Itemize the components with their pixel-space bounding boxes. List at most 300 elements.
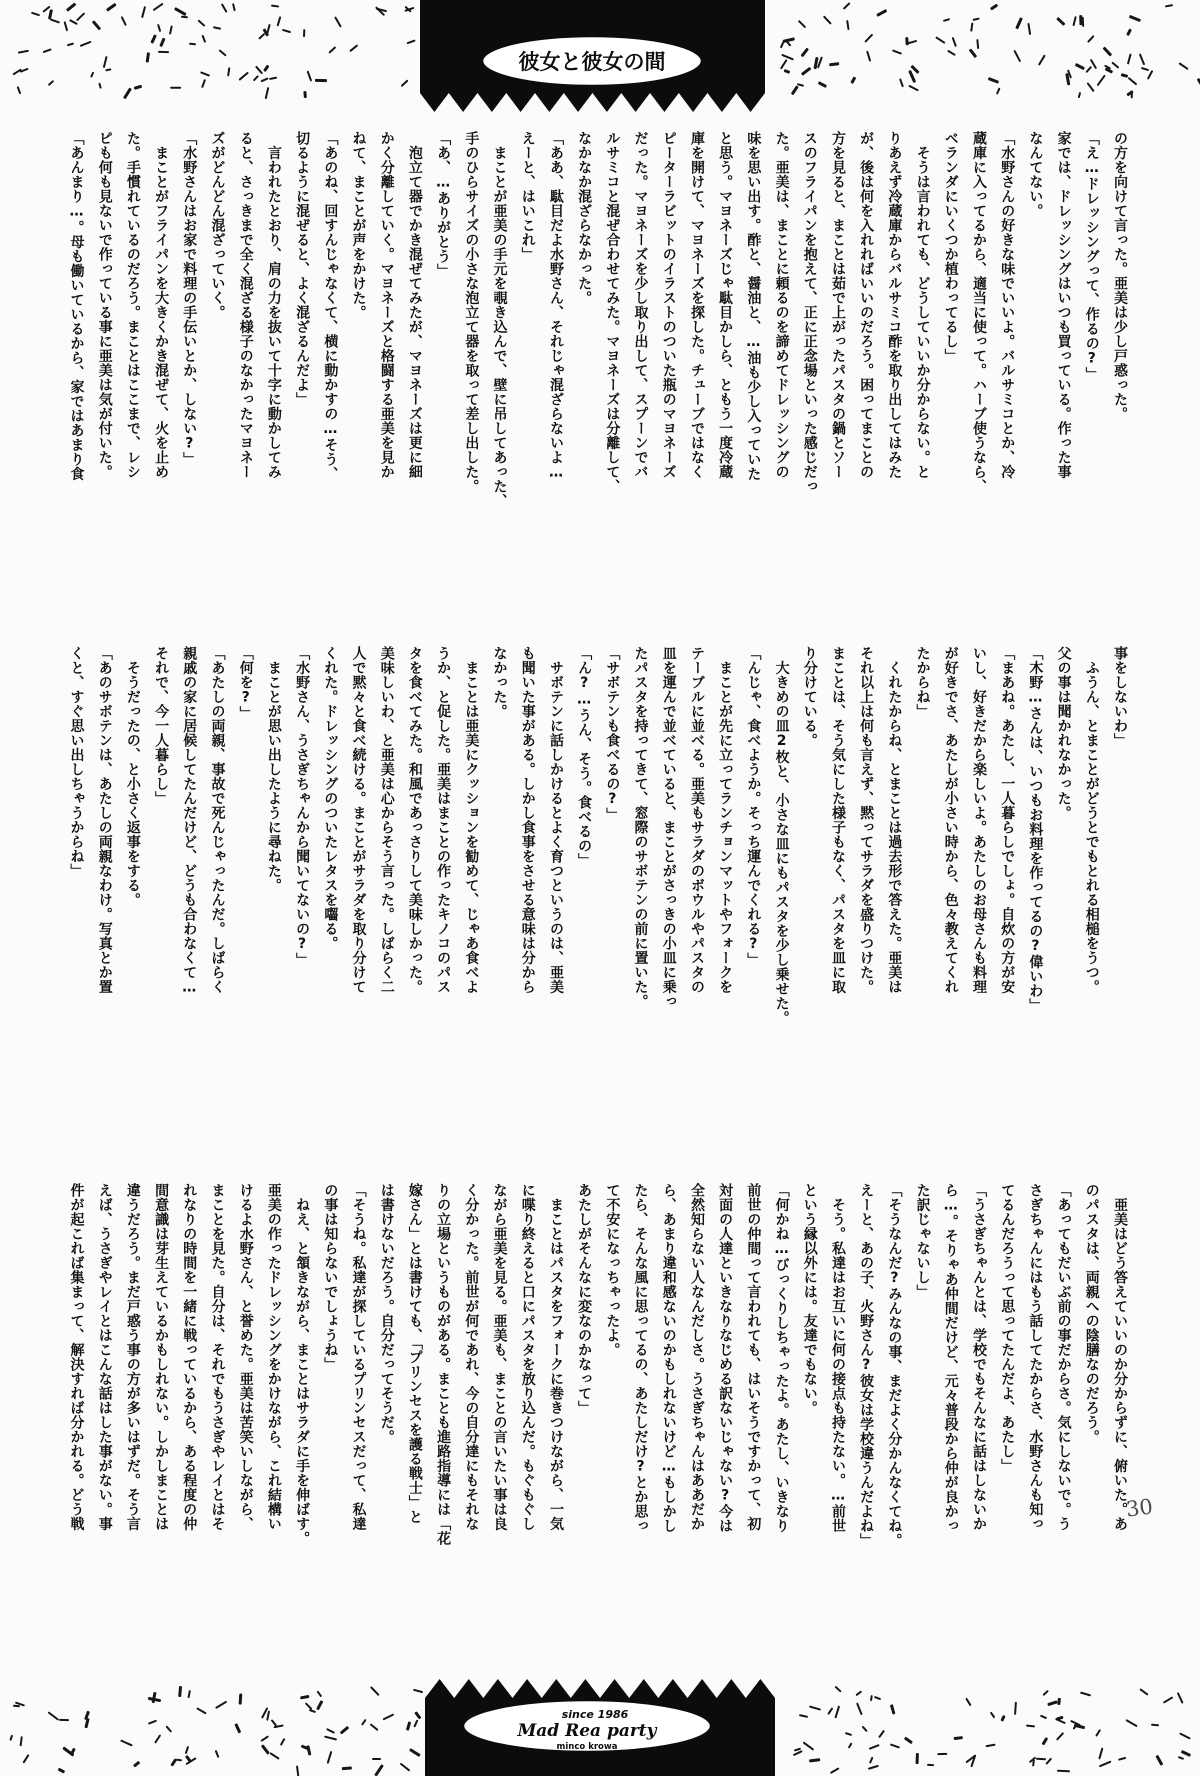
- text-column: 父の事は聞かれなかった。: [1055, 646, 1072, 820]
- confetti-dash: [196, 1708, 207, 1715]
- confetti-dash: [830, 1767, 839, 1773]
- confetti-dash: [59, 1719, 69, 1721]
- text-column: ねえ、と頷きながら、まことはサラダに手を伸ばす。: [294, 1183, 311, 1546]
- text-column: だった。マヨネーズを少し取り出して、スプーンでバ: [632, 131, 649, 479]
- text-column: 皿を運んで並べていると、まことがさっきの小皿に乗っ: [660, 646, 677, 1009]
- confetti-dash: [123, 87, 131, 98]
- confetti-dash: [1103, 47, 1112, 57]
- confetti-dash: [219, 49, 228, 57]
- text-column: 手のひらサイズの小さな泡立て器を取って差し出した。: [463, 131, 480, 494]
- confetti-dash: [178, 1686, 182, 1697]
- confetti-dash: [1073, 16, 1077, 26]
- text-column: 「サボテンも食べるの?」: [604, 646, 621, 822]
- text-column: 人で黙々と食べ続ける。まことがサラダを取り分けて: [350, 646, 367, 994]
- text-column: は書けないだろう。自分だってそうだ。: [378, 1183, 395, 1444]
- confetti-dash: [876, 10, 887, 18]
- confetti-dash: [1197, 78, 1200, 87]
- confetti-dash: [828, 62, 838, 66]
- confetti-dash: [1127, 77, 1136, 85]
- text-column: りの立場というものがある。まことも進路指導には「花: [435, 1183, 452, 1546]
- confetti-dash: [280, 1738, 285, 1746]
- text-column: と思う。マヨネーズじゃ駄目かしら、ともう一度冷蔵: [717, 131, 734, 479]
- confetti-dash: [49, 80, 55, 86]
- text-column: 味を思い出す。酢と、醤油と、…油も少し入っていた: [745, 131, 762, 481]
- confetti-dash: [120, 1739, 133, 1746]
- text-column: ルサミコと混ぜ合わせてみた。マヨネーズは分離して、: [604, 131, 621, 494]
- confetti-dash: [239, 1693, 242, 1705]
- confetti-dash: [17, 86, 22, 94]
- confetti-dash: [1151, 1724, 1159, 1727]
- confetti-dash: [58, 1768, 65, 1773]
- confetti-dash: [905, 37, 908, 45]
- text-column: も聞いた事がある。しかし食事をさせる意味は分から: [519, 646, 536, 994]
- confetti-dash: [1127, 28, 1132, 35]
- confetti-dash: [1046, 1758, 1053, 1765]
- text-column: ら…。そりゃあ仲間だけど、元々普段から仲が良かっ: [942, 1183, 959, 1533]
- confetti-dash: [1080, 1692, 1091, 1697]
- confetti-dash: [835, 1706, 840, 1719]
- confetti-dash: [323, 1736, 336, 1741]
- confetti-dash: [904, 1737, 913, 1745]
- footer-banner: [425, 1676, 775, 1776]
- confetti-dash: [1098, 1748, 1103, 1760]
- confetti-dash: [407, 39, 416, 44]
- confetti-dash: [915, 1753, 918, 1764]
- text-column: くれた。ドレッシングのついたレタスを囓る。: [322, 646, 339, 951]
- text-column: まことは亜美にクッションを勧めて、じゃあ食べよ: [463, 646, 480, 994]
- footer-subtitle: minco krowa: [556, 1742, 618, 1752]
- confetti-dash: [1086, 82, 1094, 92]
- confetti-dash: [867, 1764, 878, 1769]
- confetti-dash: [965, 1697, 971, 1706]
- text-column: 「あ、…ありがとう」: [435, 131, 452, 278]
- confetti-dash: [856, 1703, 862, 1716]
- text-column: たら、そんな風に思ってるの、あたしだけ?とか思っ: [632, 1183, 649, 1533]
- text-column: た。手慣れているのだろう。まことはここまで、レシ: [124, 131, 141, 479]
- confetti-dash: [798, 20, 806, 28]
- confetti-dash: [326, 1728, 335, 1734]
- text-column: 亜美の作ったドレッシングをかけながら、これ結構い: [265, 1183, 282, 1531]
- confetti-dash: [1014, 1702, 1017, 1715]
- confetti-dash: [232, 3, 236, 11]
- confetti-dash: [990, 3, 998, 10]
- confetti-dash: [935, 37, 945, 44]
- confetti-dash: [159, 37, 165, 46]
- confetti-dash: [1105, 68, 1113, 74]
- text-column: 切るように混ぜると、よく混ざるんだよ」: [294, 131, 311, 407]
- confetti-dash: [1140, 1688, 1149, 1695]
- confetti-dash: [846, 20, 849, 30]
- text-column: に喋り終えると口にパスタを放り込んだ。もぐもぐし: [519, 1183, 536, 1531]
- text-column: ると、さっきまで全く混ざる様子のなかったマヨネー: [237, 131, 254, 479]
- confetti-dash: [908, 84, 919, 91]
- confetti-dash: [221, 3, 228, 13]
- confetti-dash: [299, 1695, 309, 1699]
- confetti-dash: [985, 1743, 995, 1747]
- confetti-dash: [70, 1747, 75, 1754]
- text-column: 亜美はどう答えていいのか分からずに、俯いた。あ: [1112, 1183, 1128, 1531]
- confetti-dash: [1058, 1698, 1061, 1705]
- text-column: ながら亜美を見る。亜美も、まことの言いたい事は良: [491, 1183, 508, 1531]
- confetti-dash: [783, 69, 790, 74]
- confetti-dash: [1141, 67, 1149, 71]
- confetti-dash: [1180, 1732, 1192, 1739]
- confetti-dash: [216, 1701, 228, 1709]
- text-column: 「あのサボテンは、あたしの両親なわけ。写真とか置: [96, 646, 113, 994]
- confetti-dash: [63, 21, 68, 31]
- confetti-dash: [870, 1695, 873, 1702]
- text-column: それ以上は何も言えず、黙ってサラダを盛りつけた。: [858, 646, 875, 994]
- text-column: けるよ水野さん、と誉めた。亜美は苦笑いしながら、: [237, 1183, 254, 1531]
- confetti-dash: [261, 77, 269, 82]
- text-column: 違うだろう。まだ戸惑う事の方が多いはずだ。そう言: [124, 1183, 141, 1531]
- confetti-dash: [270, 5, 278, 8]
- confetti-dash: [817, 81, 826, 87]
- confetti-dash: [890, 1704, 895, 1714]
- confetti-dash: [878, 1729, 885, 1738]
- text-column: 「ああ、駄目だよ水野さん、それじゃ混ざらないよ…: [547, 131, 564, 481]
- confetti-dash: [947, 50, 956, 56]
- confetti-dash: [227, 67, 230, 77]
- confetti-dash: [202, 34, 207, 42]
- text-column: ねて、まことが声をかけた。: [350, 131, 367, 320]
- footer-circle-name: Mad Rea party: [517, 1721, 657, 1741]
- text-column: ピーターラビットのイラストのついた瓶のマヨネーズ: [660, 131, 677, 479]
- confetti-dash: [13, 1704, 20, 1707]
- confetti-dash: [943, 18, 950, 22]
- confetti-dash: [304, 91, 307, 98]
- confetti-dash: [150, 34, 156, 44]
- confetti-dash: [252, 75, 259, 82]
- confetti-dash: [1057, 1770, 1070, 1773]
- text-column: ふうん、とまことがどうとでもとれる相槌をうつ。: [1083, 646, 1100, 994]
- text-column: まことが先に立ってランチョンマットやフォークを: [717, 646, 734, 994]
- text-column: 「まあね。あたし、一人暮らしでしょ。自炊の方が安: [999, 646, 1016, 994]
- text-column: の事は知らないでしょうね」: [322, 1183, 339, 1372]
- confetti-dash: [869, 1757, 873, 1764]
- confetti-dash: [1118, 1757, 1126, 1761]
- text-column: 方を見ると、まことは茹で上がったパスタの鍋とソー: [829, 131, 846, 479]
- confetti-dash: [261, 1744, 270, 1754]
- confetti-dash: [1176, 1692, 1183, 1704]
- text-band-2: [62, 646, 1134, 1151]
- confetti-dash: [197, 20, 205, 27]
- text-column: 対面の人達といきなりなじめる訳ないじゃない?今は: [717, 1183, 734, 1533]
- confetti-dash: [1032, 1759, 1035, 1766]
- confetti-dash: [1147, 70, 1154, 80]
- confetti-dash: [1036, 1758, 1046, 1761]
- text-column: 「水野さんはお家で料理の手伝いとか、しない?」: [181, 131, 198, 467]
- text-column: た訳じゃないし」: [914, 1183, 931, 1299]
- text-column: 家では、ドレッシングはいつも買っている。作った事: [1055, 131, 1072, 479]
- confetti-dash: [181, 15, 188, 17]
- text-column: 全然知らない人なんだしさ。うさぎちゃんはああだか: [688, 1183, 705, 1531]
- confetti-dash: [927, 1764, 934, 1767]
- confetti-dash: [369, 1724, 378, 1732]
- page-title: 彼女と彼女の間: [518, 50, 666, 74]
- confetti-dash: [848, 1743, 853, 1749]
- confetti-dash: [382, 1713, 394, 1720]
- text-column: なかなか混ざらなかった。: [576, 131, 593, 305]
- confetti-dash: [361, 1719, 367, 1726]
- confetti-dash: [375, 1764, 384, 1776]
- confetti-dash: [66, 3, 76, 12]
- confetti-dash: [341, 1726, 350, 1734]
- confetti-dash: [1055, 1718, 1066, 1724]
- confetti-dash: [258, 33, 265, 40]
- text-column: 親戚の家に居候してたんだけど、どうも合わなくて…: [181, 646, 198, 996]
- confetti-dash: [1099, 1761, 1111, 1768]
- confetti-dash: [269, 1753, 280, 1761]
- confetti-dash: [900, 78, 905, 87]
- confetti-dash: [969, 49, 978, 59]
- confetti-dash: [400, 80, 408, 88]
- confetti-dash: [1055, 1732, 1063, 1741]
- confetti-dash: [1163, 1697, 1173, 1704]
- text-column: そうだったの、と小さく返事をする。: [124, 646, 141, 907]
- confetti-dash: [1165, 4, 1173, 7]
- confetti-dash: [890, 1743, 900, 1748]
- confetti-dash: [1178, 62, 1188, 70]
- text-column: 「んじゃ、食べようか。そっち運んでくれる?」: [745, 646, 762, 967]
- confetti-dash: [235, 1723, 242, 1733]
- confetti-dash: [266, 1711, 270, 1722]
- confetti-dash: [141, 6, 146, 18]
- confetti-dash: [799, 1714, 808, 1718]
- confetti-dash: [215, 1750, 220, 1758]
- confetti-dash: [1121, 73, 1128, 77]
- text-column: ベランダにいくつか植わってるし」: [942, 131, 959, 363]
- confetti-dash: [809, 1706, 821, 1711]
- confetti-dash: [413, 1719, 418, 1727]
- confetti-dash: [865, 51, 870, 62]
- text-column: くれたからね、とまことは過去形で答えた。亜美は: [886, 646, 903, 994]
- confetti-dash: [1178, 1756, 1184, 1760]
- text-column: が好きでさ、あたしが小さい時から、色々教えてくれ: [942, 646, 959, 994]
- confetti-dash: [1042, 1689, 1049, 1695]
- confetti-dash: [855, 1690, 862, 1696]
- text-column: 件が起これば集まって、解決すれば分かれる。どう戦: [68, 1183, 85, 1531]
- confetti-dash: [120, 16, 126, 25]
- confetti-dash: [158, 50, 169, 52]
- confetti-dash: [1126, 1719, 1138, 1727]
- confetti-dash: [282, 29, 291, 34]
- text-column: 「あんまり…。母も働いているから、家ではあまり食: [68, 131, 85, 481]
- confetti-dash: [341, 1766, 351, 1770]
- confetti-dash: [1000, 1715, 1005, 1722]
- confetti-dash: [264, 87, 269, 99]
- confetti-dash: [326, 1750, 332, 1763]
- confetti-dash: [92, 20, 102, 30]
- text-column: あたしがそんなに変なのかなって」: [576, 1183, 593, 1415]
- confetti-dash: [372, 1758, 382, 1760]
- confetti-dash: [307, 1745, 312, 1755]
- text-column: くと、すぐ思い出しちゃうからね」: [68, 646, 85, 878]
- confetti-dash: [98, 83, 101, 90]
- confetti-dash: [1038, 55, 1046, 66]
- confetti-dash: [1040, 1715, 1047, 1720]
- confetti-dash: [1085, 66, 1092, 73]
- text-column: れなりの時間を一緒に戦っているから、ある程度の仲: [181, 1183, 198, 1531]
- confetti-dash: [328, 46, 336, 53]
- confetti-dash: [176, 1758, 182, 1760]
- text-column: 「そうね。私達が探しているプリンセスだって、私達: [350, 1183, 367, 1531]
- confetti-dash: [973, 17, 980, 21]
- confetti-dash: [276, 16, 281, 26]
- confetti-dash: [809, 1758, 820, 1762]
- confetti-dash: [1097, 74, 1106, 85]
- confetti-dash: [1181, 1749, 1191, 1756]
- confetti-dash: [862, 1726, 869, 1733]
- confetti-dash: [349, 44, 358, 52]
- confetti-dash: [415, 1711, 422, 1719]
- confetti-dash: [1015, 18, 1023, 30]
- confetti-dash: [154, 1734, 161, 1743]
- text-column: 「え…ドレッシングって、作るの?」: [1083, 131, 1100, 382]
- confetti-dash: [90, 72, 94, 79]
- text-column: 「何を?」: [237, 646, 254, 721]
- confetti-dash: [1127, 53, 1132, 64]
- confetti-dash: [31, 11, 40, 16]
- text-column: て不安になっちゃったよ。: [604, 1183, 621, 1357]
- confetti-dash: [1130, 91, 1132, 98]
- confetti-dash: [845, 1732, 852, 1736]
- footer-since-label: since 1986: [561, 1708, 629, 1721]
- confetti-dash: [260, 1736, 269, 1742]
- text-column: ピも何も見ないで作っている事に亜美は気が付いた。: [96, 131, 113, 479]
- text-column: テーブルに並べる。亜美もサラダのボウルやパスタの: [688, 646, 705, 994]
- text-column: 「水野さん、うさぎちゃんから聞いてないの?」: [294, 646, 311, 967]
- text-column: 美味しいわ、と亜美は心からそう言った。しばらく二: [378, 646, 395, 994]
- confetti-dash: [316, 1701, 323, 1711]
- text-column: まことがフライパンを大きくかき混ぜて、火を止め: [153, 131, 170, 479]
- confetti-dash: [409, 1748, 420, 1756]
- text-column: 「あたしの両親、事故で死んじゃったんだ。しばらく: [209, 646, 226, 994]
- confetti-dash: [988, 77, 1000, 84]
- header-banner: [420, 0, 765, 114]
- confetti-dash: [780, 59, 788, 70]
- text-column: く分かった。前世が何であれ、今の自分達にもそれな: [463, 1183, 480, 1531]
- confetti-dash: [185, 1746, 189, 1754]
- text-column: ら、あまり違和感ないのかもしれないけど…もしかし: [660, 1183, 677, 1533]
- confetti-dash: [874, 1696, 881, 1701]
- text-column: りあえず冷蔵庫からバルサミコ酢を取り出してはみた: [886, 131, 903, 479]
- text-column: 前世の仲間って言われても、はいそうですかって、初: [745, 1183, 762, 1531]
- text-column: 「何かね…びっくりしちゃったよ。あたし、いきなり: [773, 1183, 790, 1533]
- confetti-dash: [174, 7, 186, 15]
- confetti-dash: [9, 1734, 13, 1741]
- confetti-dash: [166, 1726, 172, 1733]
- text-column: 庫を開けて、マヨネーズを探した。チューブではなく: [688, 131, 705, 479]
- confetti-dash: [185, 1755, 191, 1762]
- confetti-dash: [827, 1707, 834, 1715]
- confetti-dash: [103, 56, 108, 68]
- confetti-dash: [169, 25, 173, 35]
- confetti-dash: [1138, 54, 1145, 66]
- confetti-dash: [801, 67, 811, 76]
- confetti-dash: [306, 70, 311, 81]
- confetti-dash: [970, 22, 974, 31]
- confetti-dash: [406, 1721, 411, 1731]
- confetti-dash: [18, 50, 29, 54]
- confetti-dash: [413, 1689, 423, 1694]
- text-column: の方を向けて言った。亜美は少し戸惑った。: [1112, 131, 1128, 421]
- confetti-dash: [1014, 50, 1021, 62]
- confetti-dash: [1112, 61, 1120, 68]
- text-column: 「木野…さんは、いつもお料理を作ってるの?偉いわ」: [1027, 646, 1044, 1013]
- confetti-dash: [187, 1689, 191, 1697]
- text-column: そうは言われても、どうしていいか分からない。と: [914, 131, 931, 479]
- confetti-dash: [869, 1744, 880, 1750]
- confetti-dash: [146, 53, 150, 63]
- text-column: スのフライパンを抱えて、正に正念場といった感じだっ: [801, 131, 818, 494]
- confetti-dash: [1056, 17, 1065, 26]
- text-column: 間意識は芽生えているかもしれない。しかしまことは: [153, 1183, 170, 1531]
- text-column: えば、うさぎやレイとはこんな話はした事がない。事: [96, 1183, 113, 1531]
- confetti-dash: [823, 16, 832, 25]
- confetti-dash: [157, 24, 161, 32]
- text-column: さぎちゃんにはもう話してたからさ、水野さんも知っ: [1027, 1183, 1044, 1531]
- text-column: なんてない。: [1027, 131, 1044, 218]
- confetti-dash: [80, 40, 92, 46]
- confetti-dash: [269, 77, 277, 81]
- confetti-dash: [22, 1754, 29, 1763]
- confetti-dash: [153, 2, 164, 11]
- confetti-dash: [105, 68, 112, 71]
- text-band-1: [62, 131, 1134, 636]
- text-column: という縁以外には。友達でもない。: [801, 1183, 818, 1415]
- text-column: まことが思い出したように尋ねた。: [265, 646, 282, 893]
- confetti-dash: [1027, 22, 1031, 35]
- confetti-dash: [315, 79, 327, 82]
- text-column: たパスタを持ってきて、窓際のサボテンの前に置いた。: [632, 646, 649, 1009]
- confetti-dash: [1025, 1724, 1034, 1727]
- confetti-dash: [842, 2, 850, 10]
- text-column: かく分離していく。マヨネーズと格闘する亜美を見か: [378, 131, 395, 479]
- text-column: 言われたとおり、肩の力を抜いて十字に動かしてみ: [265, 131, 282, 479]
- text-column: ズがどんどん混ざっていく。: [209, 131, 226, 320]
- confetti-dash: [170, 87, 181, 89]
- text-column: 大きめの皿2枚と、小さな皿にもパスタを少し乗せた。: [773, 646, 790, 1025]
- text-column: 事をしないわ」: [1112, 646, 1128, 748]
- text-column: 「そうなんだ?みんなの事、まだよく分かんなくてね。: [886, 1183, 903, 1548]
- text-band-3: [62, 1183, 1134, 1688]
- confetti-dash: [1075, 63, 1085, 70]
- confetti-dash: [239, 72, 249, 81]
- confetti-dash: [317, 1690, 323, 1697]
- confetti-dash: [1156, 1755, 1164, 1766]
- confetti-dash: [951, 37, 957, 47]
- text-column: なかった。: [491, 646, 508, 719]
- confetti-dash: [1095, 1728, 1101, 1736]
- text-column: たからね」: [914, 646, 931, 719]
- confetti-dash: [996, 87, 1000, 94]
- text-column: いし、好きだから楽しいよ。あたしのお母さんも料理: [970, 646, 987, 994]
- confetti-dash: [43, 48, 52, 53]
- confetti-dash: [200, 72, 210, 78]
- confetti-dash: [851, 77, 857, 84]
- confetti-dash: [50, 18, 60, 23]
- confetti-dash: [202, 79, 207, 88]
- text-column: 「あのね、回すんじゃなくて、横に動かすの…そう、: [322, 131, 339, 481]
- confetti-dash: [303, 29, 306, 37]
- confetti-dash: [189, 43, 196, 46]
- confetti-dash: [334, 16, 342, 27]
- text-column: 「水野さんの好きな味でいいよ。バルサミコとか、冷: [999, 131, 1016, 479]
- text-column: まことが亜美の手元を覗き込んで、壁に吊してあった、: [491, 131, 508, 508]
- text-column: が、後は何を入れればいいのだろう。困ってまことの: [858, 131, 875, 479]
- text-column: 泡立て器でかき混ぜてみたが、マヨネーズは更に細: [406, 131, 423, 479]
